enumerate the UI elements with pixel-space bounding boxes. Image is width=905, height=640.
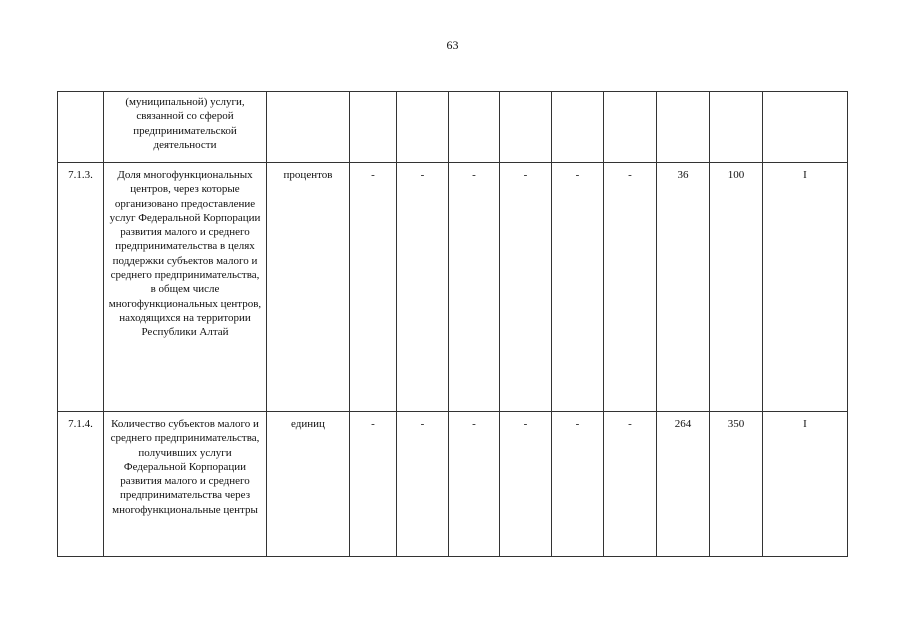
unit-cell: процентов xyxy=(267,163,350,412)
value-cell: 100 xyxy=(710,163,763,412)
row-number-cell xyxy=(58,92,104,163)
value-cell: - xyxy=(604,163,657,412)
value-cell xyxy=(552,92,604,163)
value-cell: - xyxy=(604,412,657,557)
row-number-cell: 7.1.4. xyxy=(58,412,104,557)
value-cell: - xyxy=(449,412,500,557)
value-cell: - xyxy=(397,412,449,557)
unit-cell: единиц xyxy=(267,412,350,557)
value-cell xyxy=(397,92,449,163)
row-number-cell: 7.1.3. xyxy=(58,163,104,412)
value-cell xyxy=(710,92,763,163)
value-cell xyxy=(604,92,657,163)
value-cell: - xyxy=(500,163,552,412)
indicator-name-cell: (муниципальной) услуги, связанной со сферой предпринимательской деятельности xyxy=(104,92,267,163)
category-cell: I xyxy=(763,412,848,557)
table-row xyxy=(58,92,848,163)
value-cell: - xyxy=(350,412,397,557)
value-cell: 36 xyxy=(657,163,710,412)
value-cell xyxy=(350,92,397,163)
value-cell xyxy=(657,92,710,163)
indicators-table xyxy=(57,91,848,557)
indicator-name-cell: Доля многофункциональных центров, через которые организовано предоставление услуг Федеральной Корпорации развития малого и среднего предпринимательства в целях поддержки субъектов малого и среднего предпринимательства, в общем числе многофункциональных центров, находящихся на территории Республики Алтай xyxy=(104,163,267,412)
value-cell xyxy=(500,92,552,163)
indicator-name-cell: Количество субъектов малого и среднего предпринимательства, получивших услуги Федеральной Корпорации развития малого и среднего предпринимательства через многофункциональные центры xyxy=(104,412,267,557)
table-row xyxy=(58,412,848,557)
category-cell xyxy=(763,92,848,163)
value-cell: - xyxy=(500,412,552,557)
value-cell: - xyxy=(552,163,604,412)
value-cell: 264 xyxy=(657,412,710,557)
value-cell: - xyxy=(449,163,500,412)
value-cell: - xyxy=(397,163,449,412)
value-cell: - xyxy=(552,412,604,557)
page-number: 63 xyxy=(446,38,459,52)
category-cell: I xyxy=(763,163,848,412)
value-cell: - xyxy=(350,163,397,412)
value-cell: 350 xyxy=(710,412,763,557)
unit-cell xyxy=(267,92,350,163)
value-cell xyxy=(449,92,500,163)
table-row xyxy=(58,163,848,412)
